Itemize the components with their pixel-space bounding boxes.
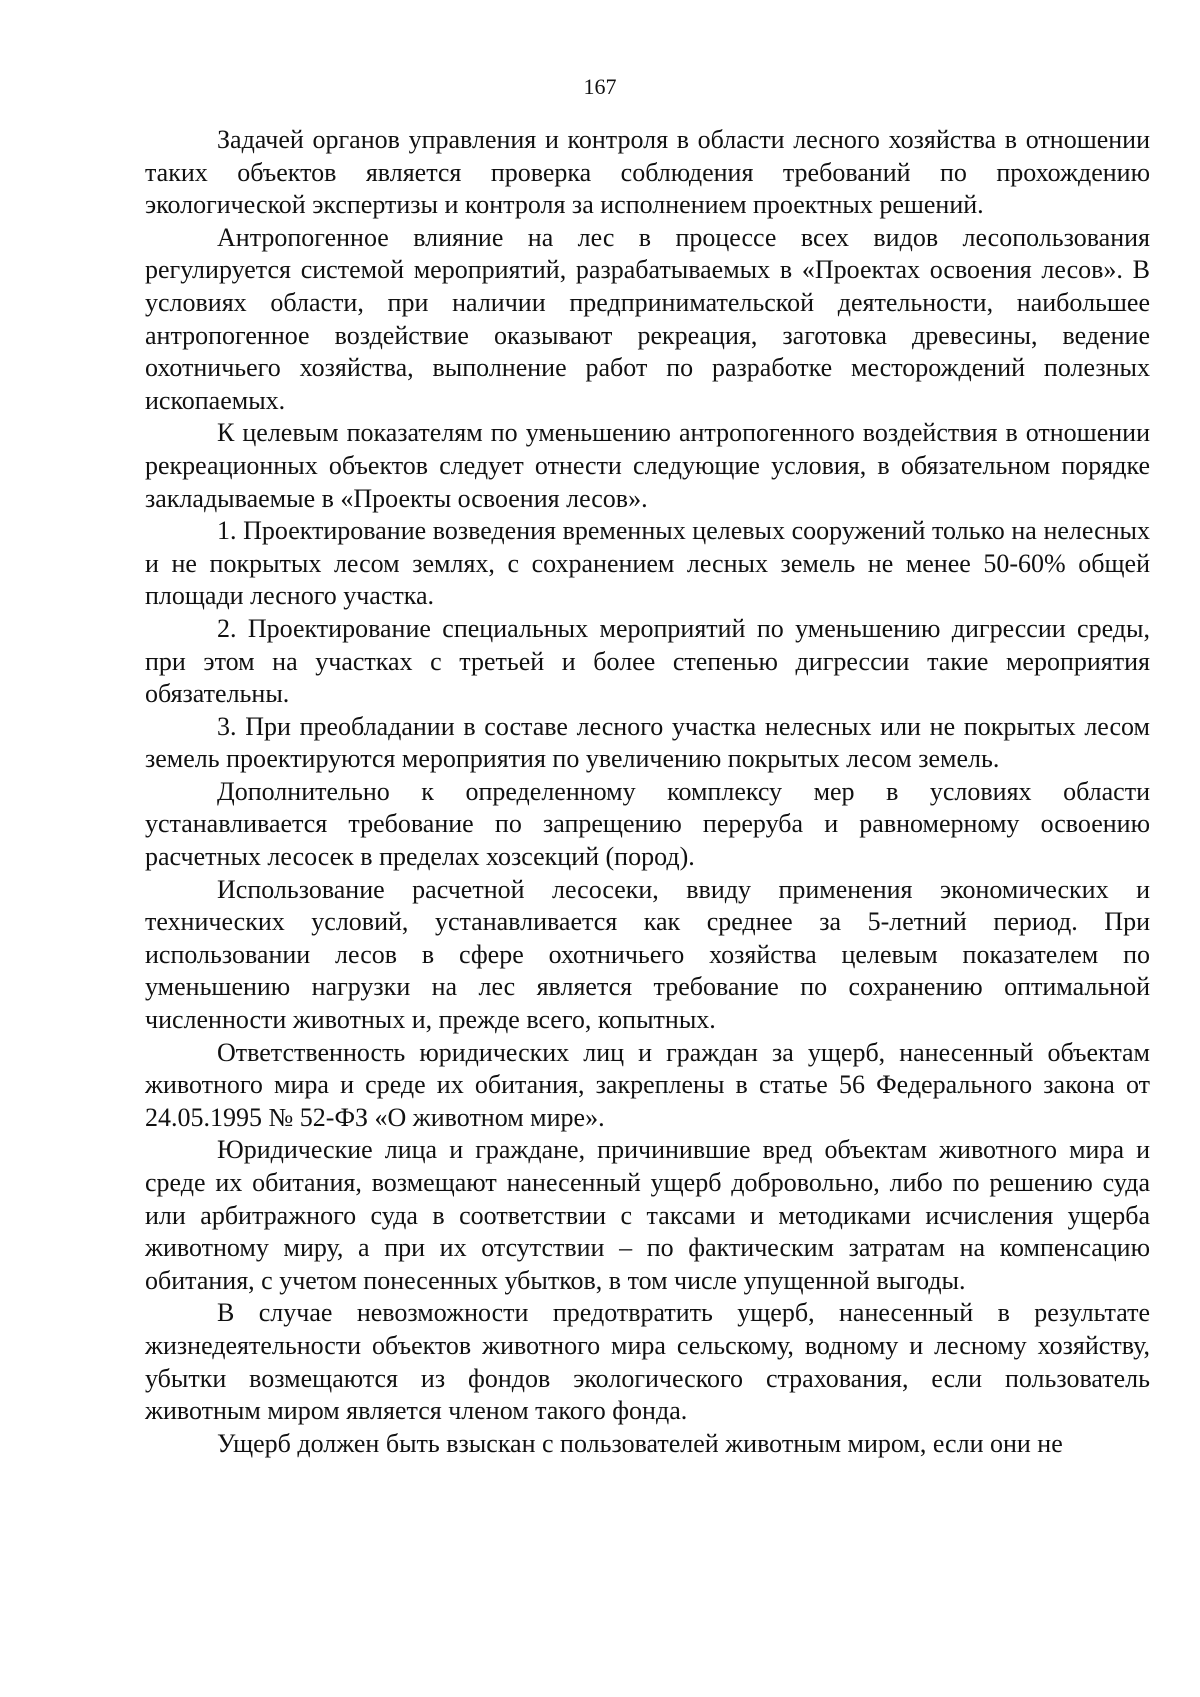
- paragraph: Использование расчетной лесосеки, ввиду применения экономических и технических условий, устанавливается как среднее за 5-летний период. При использовании лесов в сфере охотничьего хозяйства целевым показателем по уменьшению нагрузки на лес является требование по сохранению оптимальной численности животных и, прежде всего, копытных.: [145, 874, 1150, 1035]
- page-number: 167: [583, 74, 617, 99]
- paragraph: Юридические лица и граждане, причинившие вред объектам животного мира и среде их обитания, возмещают нанесенный ущерб добровольно, либо по решению суда или арбитражного суда в соответствии с таксами и методиками исчисления ущерба животному миру, а при их отсутствии – по фактическим затратам на компенсацию обитания, с учетом понесенных убытков, в том числе упущенной выгоды.: [145, 1135, 1150, 1295]
- paragraph: Антропогенное влияние на лес в процессе всех видов лесопользования регулируется системой мероприятий, разрабатываемых в «Проектах освоения лесов». В условиях области, при наличии предпринимательской деятельности, наибольшее антропогенное воздействие оказывают рекреация, заготовка древесины, ведение охотничьего хозяйства, выполнение работ по разработке месторождений полезных ископаемых.: [145, 222, 1150, 415]
- paragraph: Ущерб должен быть взыскан с пользователей животным миром, если они не: [217, 1428, 1063, 1458]
- list-item: 2. Проектирование специальных мероприятий по уменьшению дигрессии среды, при этом на участках с третьей и более степенью дигрессии такие мероприятия обязательны.: [145, 613, 1150, 709]
- paragraph: Задачей органов управления и контроля в области лесного хозяйства в отношении таких объектов является проверка соблюдения требований по прохождению экологической экспертизы и контроля за исполнением проектных решений.: [145, 125, 1150, 220]
- paragraph: Дополнительно к определенному комплексу мер в условиях области устанавливается требование по запрещению переруба и равномерному освоению расчетных лесосек в пределах хозсекций (пород).: [145, 776, 1150, 872]
- document-body: [145, 124, 1150, 1460]
- paragraph: Ответственность юридических лиц и граждан за ущерб, нанесенный объектам животного мира и среде их обитания, закреплены в статье 56 Федерального закона от 24.05.1995 № 52-ФЗ «О животном мире».: [145, 1037, 1150, 1132]
- paragraph: В случае невозможности предотвратить ущерб, нанесенный в результате жизнедеятельности объектов животного мира сельскому, водному и лесному хозяйству, убытки возмещаются из фондов экологического страхования, если пользователь животным миром является членом такого фонда.: [145, 1298, 1150, 1426]
- list-item: 3. При преобладании в составе лесного участка нелесных или не покрытых лесом земель проектируются мероприятия по увеличению покрытых лесом земель.: [145, 711, 1150, 774]
- paragraph: К целевым показателям по уменьшению антропогенного воздействия в отношении рекреационных объектов следует отнести следующие условия, в обязательном порядке закладываемые в «Проекты освоения лесов».: [145, 418, 1150, 513]
- list-item: 1. Проектирование возведения временных целевых сооружений только на нелесных и не покрытых лесом землях, с сохранением лесных земель не менее 50-60% общей площади лесного участка.: [145, 516, 1150, 611]
